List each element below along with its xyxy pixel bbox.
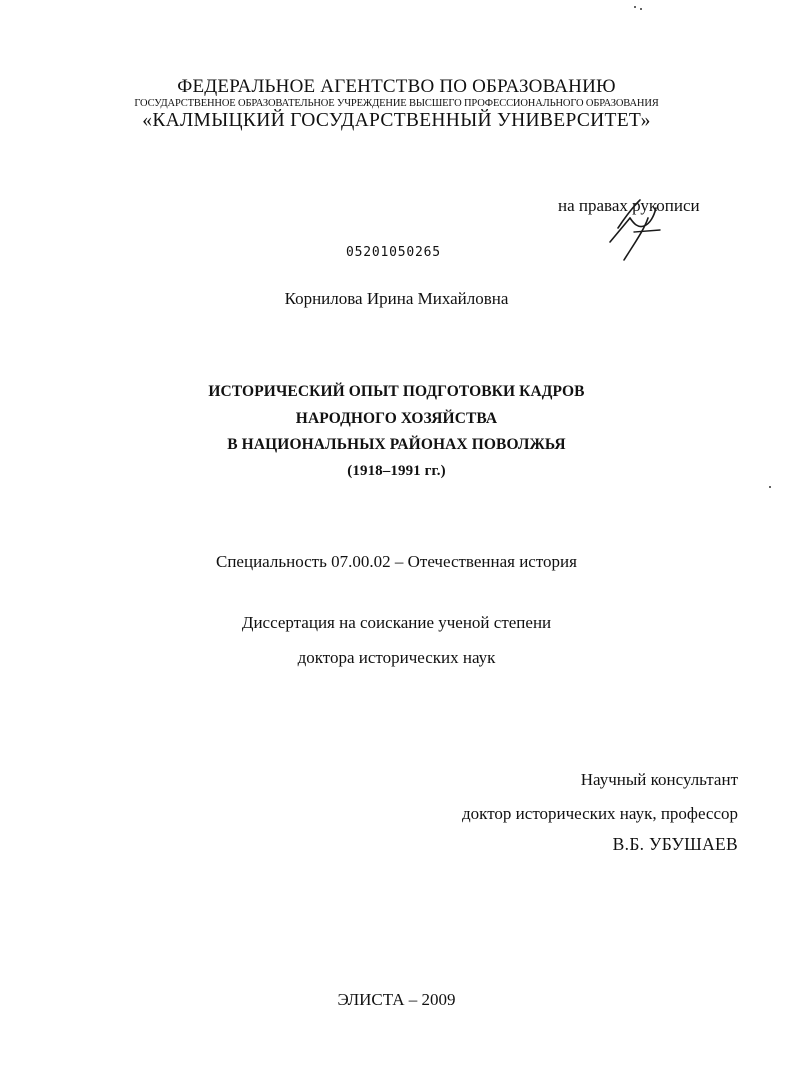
scan-speck: [640, 8, 642, 10]
advisor-degree: доктор исторических наук, профессор: [462, 804, 738, 823]
title-years: (1918–1991 гг.): [347, 463, 446, 479]
university-heading: «КАЛМЫЦКИЙ ГОСУДАРСТВЕННЫЙ УНИВЕРСИТЕТ»: [142, 110, 651, 131]
specialty-line: Специальность 07.00.02 – Отечественная история: [216, 552, 577, 571]
rights-note: на правах рукописи: [558, 196, 700, 215]
institution-heading: ГОСУДАРСТВЕННОЕ ОБРАЗОВАТЕЛЬНОЕ УЧРЕЖДЕНИЕ ВЫСШЕГО ПРОФЕССИОНАЛЬНОГО ОБРАЗОВАНИЯ: [134, 98, 659, 109]
dissertation-line-2: доктора исторических наук: [297, 648, 496, 667]
title-line-1: ИСТОРИЧЕСКИЙ ОПЫТ ПОДГОТОВКИ КАДРОВ: [208, 383, 585, 400]
advisor-name: В.Б. УБУШАЕВ: [612, 834, 738, 854]
signature-icon: [600, 198, 670, 266]
agency-heading: ФЕДЕРАЛЬНОЕ АГЕНТСТВО ПО ОБРАЗОВАНИЮ: [177, 76, 616, 97]
advisor-role: Научный консультант: [580, 770, 738, 789]
dissertation-line-1: Диссертация на соискание ученой степени: [241, 613, 552, 632]
scan-speck: [769, 486, 771, 488]
title-line-3: В НАЦИОНАЛЬНЫХ РАЙОНАХ ПОВОЛЖЬЯ: [227, 436, 566, 453]
scan-speck: [634, 6, 636, 8]
city-year: ЭЛИСТА – 2009: [337, 990, 456, 1009]
catalog-number: 05201050265: [346, 245, 441, 260]
author-name: Корнилова Ирина Михайловна: [284, 289, 509, 308]
title-line-2: НАРОДНОГО ХОЗЯЙСТВА: [295, 410, 498, 427]
